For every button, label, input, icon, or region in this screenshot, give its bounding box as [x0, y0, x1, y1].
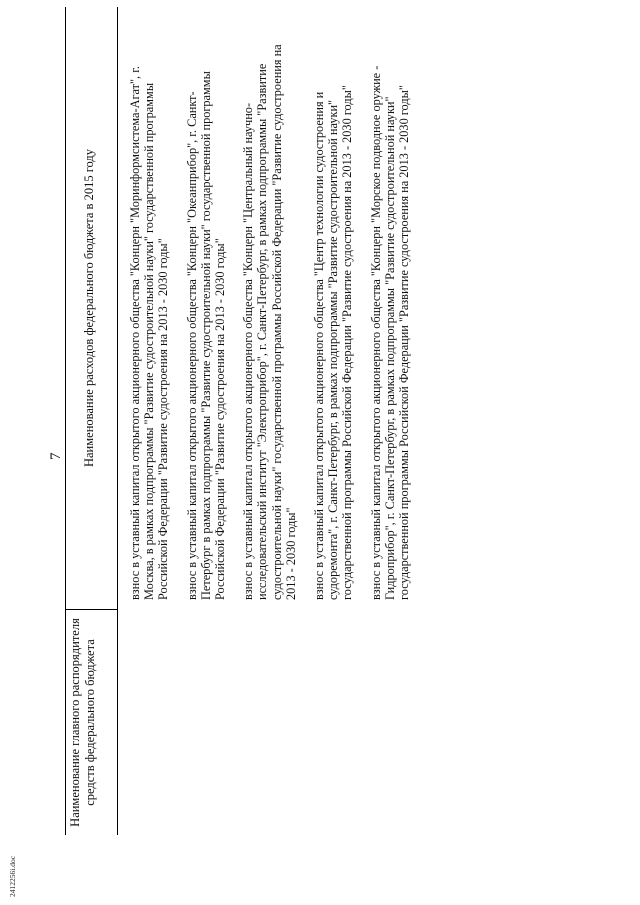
expense-entry: взнос в уставный капитал открытого акционерного общества "Концерн "Центральный научно-исследовательский институт "Электроприбор", г. Санкт-Петербург, в рамках подпрограммы "Развитие судостроительной науки" государственной программы Российской Федерации "Развитие судостроения на 2013 - 2030 годы": [241, 44, 298, 600]
document-id: 2412256i.doc: [8, 855, 17, 897]
expense-entry: взнос в уставный капитал открытого акционерного общества "Концерн "Моринформсистема-Агат", г. Москва, в рамках подпрограммы "Развитие судостроительной науки" государственной программы Российской Федерации "Развитие судостроения на 2013 - 2030 годы": [128, 66, 171, 600]
table-header-border: [117, 7, 118, 835]
expense-entries: [128, 40, 425, 600]
header-expense-column: Наименование расходов федерального бюджета в 2015 году: [82, 148, 96, 468]
expense-entry: взнос в уставный капитал открытого акционерного общества "Центр технологии судостроения и судоремонта", г. Санкт-Петербург, в рамках подпрограммы "Развитие судостроительной науки" государственной программы Российской Федерации "Развитие судостроения на 2013 - 2030 годы": [312, 85, 355, 600]
table-top-border: [65, 7, 66, 835]
expense-entry: взнос в уставный капитал открытого акционерного общества "Концерн "Морское подводное оружие - Гидроприбор", г. Санкт-Петербург, в рамках подпрограммы "Развитие судостроительной науки" государственной программы Российской Федерации "Развитие судостроения на 2013 - 2030 годы": [368, 65, 412, 600]
header-recipient-column: Наименование главного распорядителя средств федерального бюджета: [68, 618, 97, 827]
expense-entry: взнос в уставный капитал открытого акционерного общества "Концерн "Океанприбор", г. Санкт-Петербург в рамках подпрограммы "Развитие судостроительной науки" государственной программы Российской Федерации "Развитие судостроения на 2013 - 2030 годы": [184, 71, 228, 600]
page-number: 7: [48, 452, 64, 460]
